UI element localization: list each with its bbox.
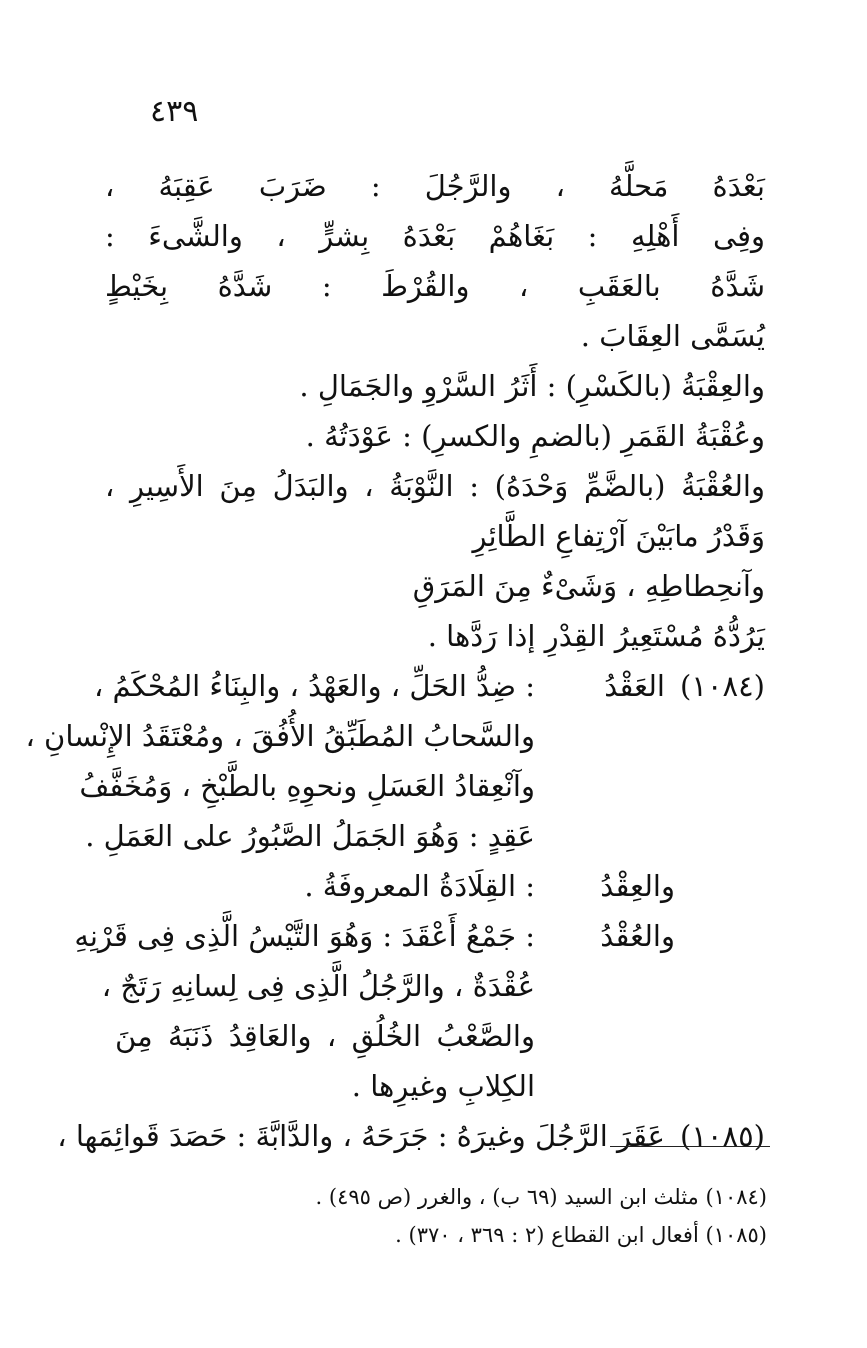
entry-number: (١٠٨٤) <box>680 669 765 703</box>
text-line: والعُقْبَةُ (بالضَّمِّ وَحْدَهُ) : النَّوْبَةُ ، والبَدَلُ مِنَ الأَسِيرِ ، <box>105 469 765 503</box>
text-line: يَرُدُّهُ مُسْتَعِيرُ القِدْرِ إذا رَدَّها . <box>427 619 765 653</box>
text-line: يُسَمَّى العِقَابَ . <box>580 319 765 353</box>
text-line: : جَمْعُ أَعْقَدَ : وَهُوَ التَّيْسُ الَّذِى فِى قَرْنِهِ <box>74 919 535 953</box>
text-line: والعِقْبَةُ (بالكَسْرِ) : أَثَرُ السَّرْوِ والجَمَالِ . <box>299 369 765 403</box>
text-line: وفِى أَهْلِهِ : بَغَاهُمْ بَعْدَهُ بِشرٍّ ، والشَّىءَ : <box>105 219 765 253</box>
text-line: وَقَدْرُ مابَيْنَ آرْتِفاعِ الطَّائِرِ <box>472 519 765 553</box>
entry-headword: العَقْدُ <box>604 669 665 703</box>
footnote: (١٠٨٤) مثلث ابن السيد (٦٩ ب) ، والغرر (ص ٤٩٥) . <box>315 1185 767 1209</box>
footnote-divider <box>610 1146 770 1147</box>
text-line: عَقِدٍ : وَهُوَ الجَمَلُ الصَّبُورُ على العَمَلِ . <box>85 819 535 853</box>
text-line: شَدَّهُ بالعَقَبِ ، والقُرْطَ : شَدَّهُ بِخَيْطٍ <box>105 269 765 303</box>
text-line: وعُقْبَةُ القَمَرِ (بالضمِ والكسرِ) : عَوْدَتُهُ . <box>305 419 765 453</box>
page-number: ٤٣٩ <box>150 94 199 129</box>
text-line: : القِلَادَةُ المعروفَةُ . <box>304 869 535 903</box>
text-line: وآنحِطاطِهِ ، وَشَىْءٌ مِنَ المَرَقِ <box>412 569 765 603</box>
text-line: الكِلابِ وغيرِها . <box>351 1069 535 1103</box>
text-line: : ضِدُّ الحَلِّ ، والعَهْدُ ، والبِنَاءُ المُحْكَمُ ، <box>93 669 535 703</box>
text-line: والسَّحابُ المُطَبِّقُ الأُفُقَ ، ومُعْتَقَدُ الإِنْسانِ ، <box>25 719 535 753</box>
entry-headword: والعِقْدُ <box>600 869 675 903</box>
text-line: والصَّعْبُ الخُلُقِ ، والعَاقِدُ ذَنَبَهُ مِنَ <box>115 1019 535 1053</box>
entry-number: (١٠٨٥) <box>680 1119 765 1153</box>
text-line: وآنْعِقادُ العَسَلِ ونحوِهِ بالطَّبْخِ ، وَمُخَفَّفُ <box>79 769 535 803</box>
text-line: بَعْدَهُ مَحلَّهُ ، والرَّجُلَ : ضَرَبَ عَقِبَهُ ، <box>105 169 765 203</box>
footnote: (١٠٨٥) أفعال ابن القطاع (٢ : ٣٦٩ ، ٣٧٠) . <box>395 1223 767 1247</box>
entry-headword: والعُقْدُ <box>600 919 675 953</box>
text-line: عَقَرَ الرَّجُلَ وغيرَهُ : جَرَحَهُ ، والدَّابَّةَ : حَصَدَ قَوائِمَها ، <box>57 1119 665 1153</box>
text-line: عُقْدَةٌ ، والرَّجُلُ الَّذِى فِى لِسانِهِ رَتَجٌ ، <box>101 969 535 1003</box>
main-text <box>25 162 765 1153</box>
